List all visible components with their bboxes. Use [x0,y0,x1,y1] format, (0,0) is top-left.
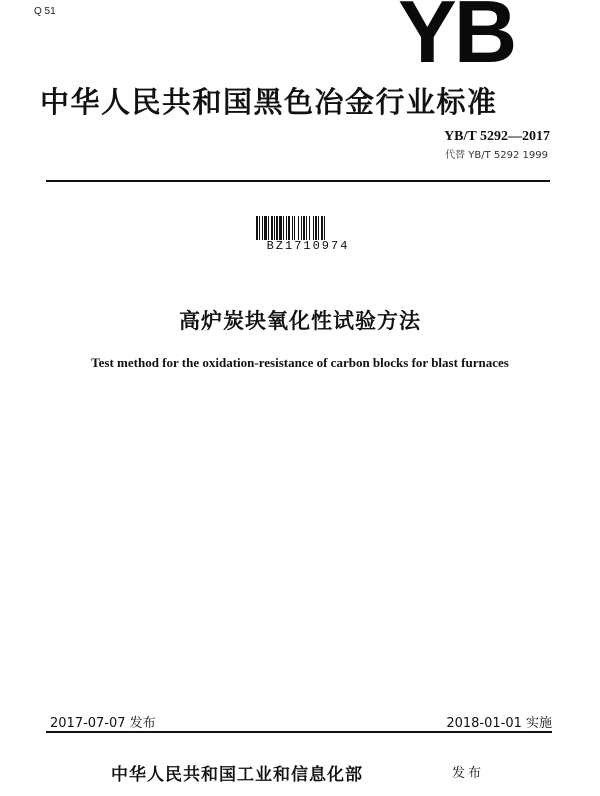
barcode-icon [256,216,360,240]
publisher: 中华人民共和国工业和信息化部 [111,765,363,785]
chinese-title: 高炉炭块氧化性试验方法 [179,309,421,333]
header-divider [46,180,550,182]
issue-date: 2017-07-07 发布 [50,716,156,731]
english-title: Test method for the oxidation-resistance of carbon blocks for blast furnaces [91,355,509,370]
replaces-standard: 代替 YB/T 5292 1999 [445,150,548,161]
yb-logo: YB [398,0,515,81]
footer-divider [46,731,552,733]
barcode-number: BZ1710974 [266,239,350,253]
ics-code: Q 51 [34,6,56,17]
standard-number: YB/T 5292—2017 [444,129,550,144]
standard-category-title: 中华人民共和国黑色冶金行业标准 [40,85,498,119]
published-label: 发布 [452,766,485,781]
implementation-date: 2018-01-01 实施 [446,716,552,731]
